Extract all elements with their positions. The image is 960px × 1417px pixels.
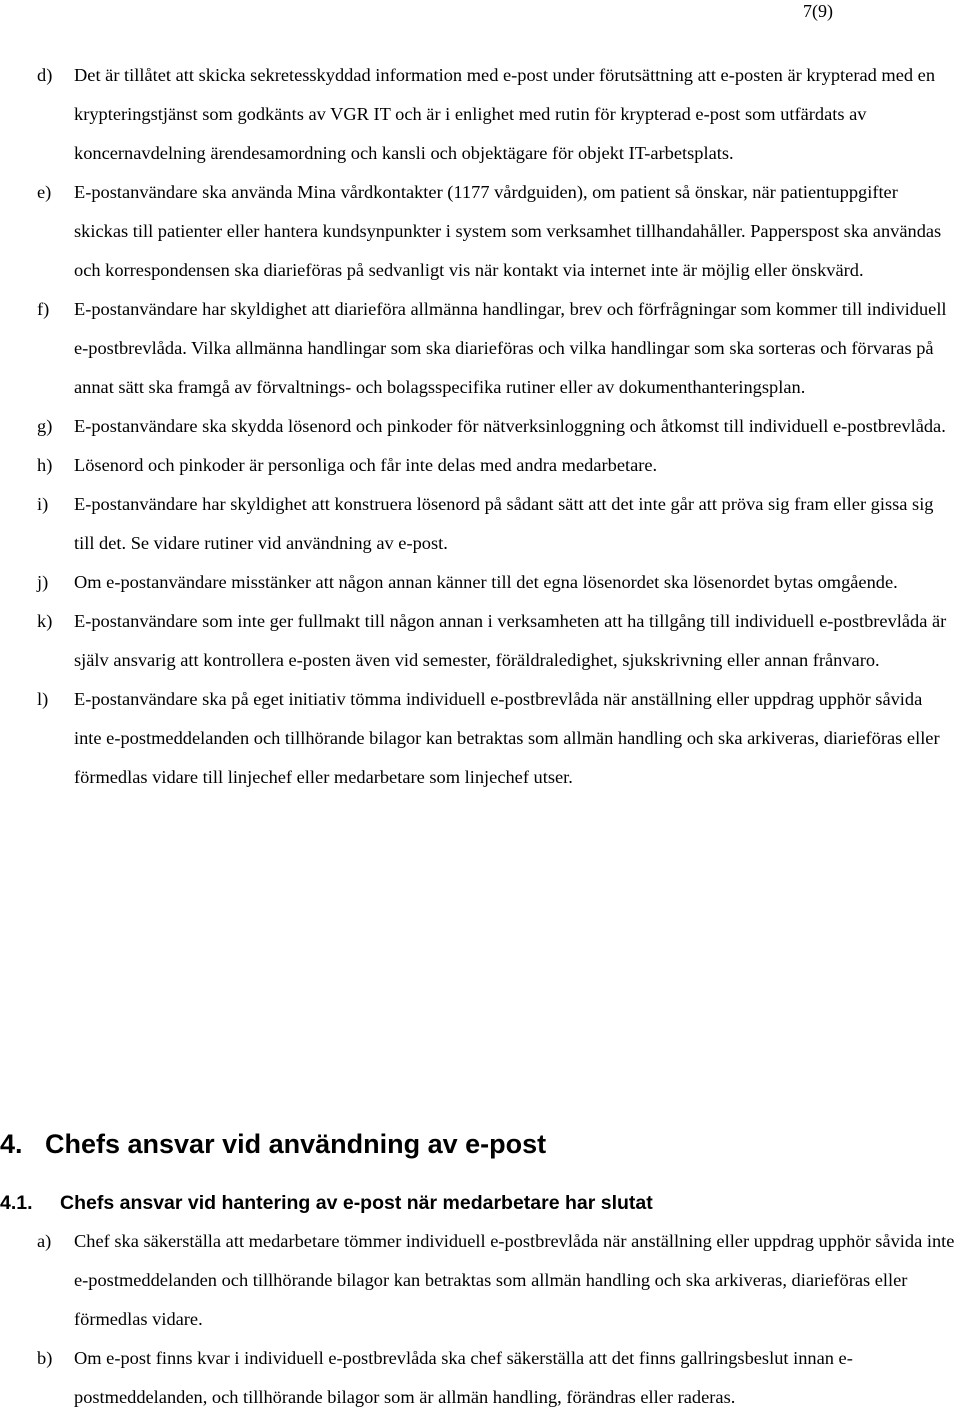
list-marker: j)	[37, 572, 49, 592]
list-item-text: Chef ska säkerställa att medarbetare tömmer individuell e-postbrevlåda när anställning eller uppdrag upphör såvida inte e-postmeddelanden och tillhörande bilagor kan betraktas som allmän handling och ska arkiveras, diarieföras eller förmedlas vidare.	[74, 1231, 955, 1329]
list-item	[37, 602, 952, 680]
list-marker: l)	[37, 689, 49, 709]
list-marker: i)	[37, 494, 49, 514]
list-item	[37, 407, 952, 446]
list-item	[37, 56, 952, 173]
list-item	[37, 485, 952, 563]
subsection-title: Chefs ansvar vid hantering av e-post när medarbetare har slutat	[60, 1192, 653, 1214]
list-item-text: Lösenord och pinkoder är personliga och får inte delas med andra medarbetare.	[74, 455, 658, 475]
list-marker: b)	[37, 1348, 53, 1368]
list-item-text: Om e-post finns kvar i individuell e-postbrevlåda ska chef säkerställa att det finns gallringsbeslut innan e-postmeddelanden, och tillhörande bilagor som är allmän handling, förändras eller raderas.	[74, 1348, 853, 1407]
list-item	[37, 1339, 957, 1417]
section-heading	[0, 1124, 546, 1164]
page-number: 7(9)	[803, 1, 833, 21]
list-item-text: E-postanvändare som inte ger fullmakt till någon annan i verksamheten att ha tillgång till individuell e-postbrevlåda är själv ansvarig att kontrollera e-posten även vid semester, föräldraledighet, sjukskrivning eller annan frånvaro.	[74, 611, 947, 670]
list-item	[37, 563, 952, 602]
list-item-text: E-postanvändare ska använda Mina vårdkontakter (1177 vårdguiden), om patient så önskar, när patientuppgifter skickas till patienter eller hantera kundsynpunkter i system som verksamhet tillhandahåller. Papperspost ska användas och korrespondensen ska diarieföras på sedvanligt vis när kontakt via internet inte är möjlig eller önskvärd.	[74, 182, 942, 280]
list-item-text: E-postanvändare har skyldighet att konstruera lösenord på sådant sätt att det inte går att pröva sig fram eller gissa sig till det. Se vidare rutiner vid användning av e-post.	[74, 494, 934, 553]
subsection-number: 4.1.	[0, 1192, 33, 1214]
list-marker: e)	[37, 182, 52, 202]
list-item-text: E-postanvändare har skyldighet att diarieföra allmänna handlingar, brev och förfrågningar som kommer till individuell e-postbrevlåda. Vilka allmänna handlingar som ska diarieföras och vilka handlingar som ska sorteras och förvaras på annat sätt ska framgå av förvaltnings- och bolagsspecifika rutiner eller av dokumenthanteringsplan.	[74, 299, 947, 397]
list-item	[37, 173, 952, 290]
list-item-text: E-postanvändare ska på eget initiativ tömma individuell e-postbrevlåda när anställning eller uppdrag upphör såvida inte e-postmeddelanden och tillhörande bilagor kan betraktas som allmän handling och ska arkiveras, diarieföras eller förmedlas vidare till linjechef eller medarbetare som linjechef utser.	[74, 689, 940, 787]
list-marker: d)	[37, 65, 53, 85]
list-marker: f)	[37, 299, 50, 319]
list-item	[37, 446, 952, 485]
list-marker: g)	[37, 416, 53, 436]
list-item	[37, 680, 952, 797]
list-item-text: Om e-postanvändare misstänker att någon annan känner till det egna lösenordet ska lösenordet bytas omgående.	[74, 572, 898, 592]
list-item	[37, 1222, 957, 1339]
section-title: Chefs ansvar vid användning av e-post	[45, 1129, 547, 1159]
list-marker: a)	[37, 1231, 52, 1251]
list-marker: k)	[37, 611, 53, 631]
list-item-text: Det är tillåtet att skicka sekretesskyddad information med e-post under förutsättning att e-posten är krypterad med en krypteringstjänst som godkänts av VGR IT och är i enlighet med rutin för krypterad e-post som utfärdats av koncernavdelning ärendesamordning och kansli och objektägare för objekt IT-arbetsplats.	[74, 65, 936, 163]
list-item	[37, 290, 952, 407]
rules-list	[37, 56, 952, 797]
list-item-text: E-postanvändare ska skydda lösenord och pinkoder för nätverksinloggning och åtkomst till individuell e-postbrevlåda.	[74, 416, 946, 436]
list-marker: h)	[37, 455, 53, 475]
subsection-heading	[0, 1188, 653, 1218]
chef-rules-list	[37, 1222, 957, 1417]
section-number: 4.	[0, 1129, 23, 1159]
